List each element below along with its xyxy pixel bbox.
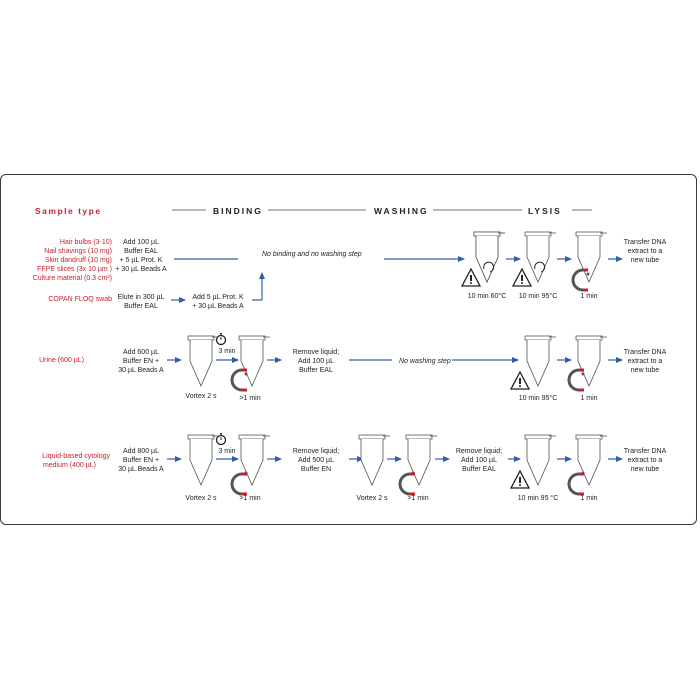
row3-magnet-label-2: >1 min <box>407 495 429 502</box>
svg-text:30 µL Beads A: 30 µL Beads A <box>118 466 164 473</box>
svg-text:Add 100 µL: Add 100 µL <box>461 457 497 464</box>
row2-tube-lysis-1 <box>525 336 556 386</box>
svg-text:Transfer DNA: Transfer DNA <box>623 239 667 246</box>
elute-step <box>118 294 165 310</box>
row1-lysis-label-2: 10 min 95°C <box>518 293 558 300</box>
row2-tube-vortex <box>188 336 219 386</box>
svg-text:Add 600 µL: Add 600 µL <box>123 349 159 356</box>
row3-tube-lysis-1 <box>525 435 556 485</box>
svg-text:Add 5 µL Prot. K: Add 5 µL Prot. K <box>192 294 244 301</box>
row2-timer-label: 3 min <box>218 348 236 355</box>
svg-text:new tube: new tube <box>630 367 660 374</box>
svg-text:Add 100 µL: Add 100 µL <box>123 239 159 246</box>
svg-text:Buffer EAL: Buffer EAL <box>124 303 158 310</box>
magnet-icon <box>569 473 584 496</box>
svg-text:30 µL Beads A: 30 µL Beads A <box>118 367 164 374</box>
row3-tube-vortex-2 <box>359 435 390 485</box>
row1-sample-list <box>33 239 112 303</box>
timer-icon <box>217 333 226 345</box>
sample-skin: Skin dandruff (10 mg) <box>44 257 112 264</box>
row3-transfer <box>624 448 667 473</box>
row2-add <box>118 349 164 374</box>
svg-text:Add 800 µL: Add 800 µL <box>123 448 159 455</box>
svg-text:extract to a: extract to a <box>627 358 663 365</box>
svg-text:extract to a: extract to a <box>627 457 663 464</box>
svg-text:Elute in 300 µL: Elute in 300 µL <box>117 294 165 301</box>
row2-lysis-label-2: 1 min <box>580 395 598 402</box>
sample-ffpe: FFPE slices (3x 10 µm ) <box>37 266 112 273</box>
svg-text:Buffer EN: Buffer EN <box>300 466 332 473</box>
row3-lysis-label-2: 1 min <box>580 495 598 502</box>
sample-culture: Culture material (0.3 cm²) <box>32 275 112 282</box>
row2-magnet-label: >1 min <box>239 395 261 402</box>
row2-lysis-label-1: 10 min 95°C <box>518 395 558 402</box>
row1-add-eal <box>115 239 167 273</box>
svg-text:Transfer DNA: Transfer DNA <box>623 448 667 455</box>
row1-tube-lysis-3 <box>576 232 607 282</box>
svg-text:extract to a: extract to a <box>627 248 663 255</box>
svg-text:new tube: new tube <box>630 257 660 264</box>
row1-transfer <box>624 239 667 264</box>
row2-tube-lysis-2 <box>576 336 607 386</box>
timer-icon <box>217 433 226 445</box>
no-washing-note: No washing step <box>399 358 451 365</box>
magnet-icon <box>400 473 415 496</box>
row3-vortex-label: Vortex 2 s <box>185 495 217 502</box>
sample-cytology <box>42 453 110 469</box>
svg-text:+ 5 µL Prot. K: + 5 µL Prot. K <box>119 257 163 264</box>
svg-text:Add 500 µL: Add 500 µL <box>298 457 334 464</box>
row3-vortex-label-2: Vortex 2 s <box>356 495 388 502</box>
row3-tube-magnet-2 <box>406 435 437 485</box>
svg-text:Remove liquid;: Remove liquid; <box>292 349 340 356</box>
svg-text:Remove liquid;: Remove liquid; <box>455 448 503 455</box>
row3-timer-label: 3 min <box>218 448 236 455</box>
sample-copan: COPAN FLOQ swab <box>48 296 112 303</box>
svg-text:Buffer EAL: Buffer EAL <box>462 466 496 473</box>
row3-tube-lysis-2 <box>576 435 607 485</box>
no-binding-note: No binding and no washing step <box>262 251 362 258</box>
sample-urine: Urine (600 µL) <box>39 357 84 364</box>
binding-heading: BINDING <box>213 206 263 216</box>
svg-text:Buffer EN +: Buffer EN + <box>122 457 160 464</box>
warning-icon <box>462 269 480 286</box>
washing-heading: WASHING <box>374 206 429 216</box>
sample-nail: Nail shavings (10 mg) <box>44 248 112 255</box>
magnet-icon <box>569 369 584 392</box>
sample-hair: Hair bulbs (3-10) <box>59 239 112 246</box>
magnet-icon <box>232 369 247 392</box>
row1-lysis-label-3: 1 min <box>580 293 598 300</box>
row3-add <box>118 448 164 473</box>
lysis-heading: LYSIS <box>528 206 562 216</box>
row1-tube-lysis-2 <box>525 232 556 282</box>
warning-icon <box>513 269 531 286</box>
warning-icon <box>511 372 529 389</box>
magnet-icon <box>232 473 247 496</box>
svg-text:+ 30 µL Beads A: + 30 µL Beads A <box>192 303 244 310</box>
row3-remove-1 <box>293 448 339 473</box>
svg-text:Buffer EN +: Buffer EN + <box>122 358 160 365</box>
row3-lysis-label-1: 10 min 95 °C <box>517 495 559 502</box>
svg-text:Transfer DNA: Transfer DNA <box>623 349 667 356</box>
svg-text:new tube: new tube <box>630 466 660 473</box>
row1-tube-lysis-1 <box>474 232 505 282</box>
svg-text:medium (400 µL): medium (400 µL) <box>42 462 96 469</box>
row2-vortex-label: Vortex 2 s <box>185 393 217 400</box>
add-protk-step <box>192 294 244 310</box>
row1-lysis-label-1: 10 min 60°C <box>467 293 507 300</box>
row3-magnet-label: >1 min <box>239 495 261 502</box>
svg-text:Buffer EAL: Buffer EAL <box>124 248 158 255</box>
warning-icon <box>511 471 529 488</box>
sample-type-heading: Sample type <box>35 206 102 216</box>
row2-tube-magnet <box>239 336 270 386</box>
svg-text:Liquid-based cytology: Liquid-based cytology <box>42 453 110 460</box>
svg-text:Add 100 µL: Add 100 µL <box>298 358 334 365</box>
svg-text:+ 30 µL Beads A: + 30 µL Beads A <box>115 266 167 273</box>
svg-text:Buffer EAL: Buffer EAL <box>299 367 333 374</box>
row3-tube-vortex <box>188 435 219 485</box>
row2-remove <box>293 349 339 374</box>
row2-transfer <box>624 349 667 374</box>
row3-tube-magnet <box>239 435 270 485</box>
svg-text:Remove liquid;: Remove liquid; <box>292 448 340 455</box>
row3-remove-2 <box>456 448 502 473</box>
